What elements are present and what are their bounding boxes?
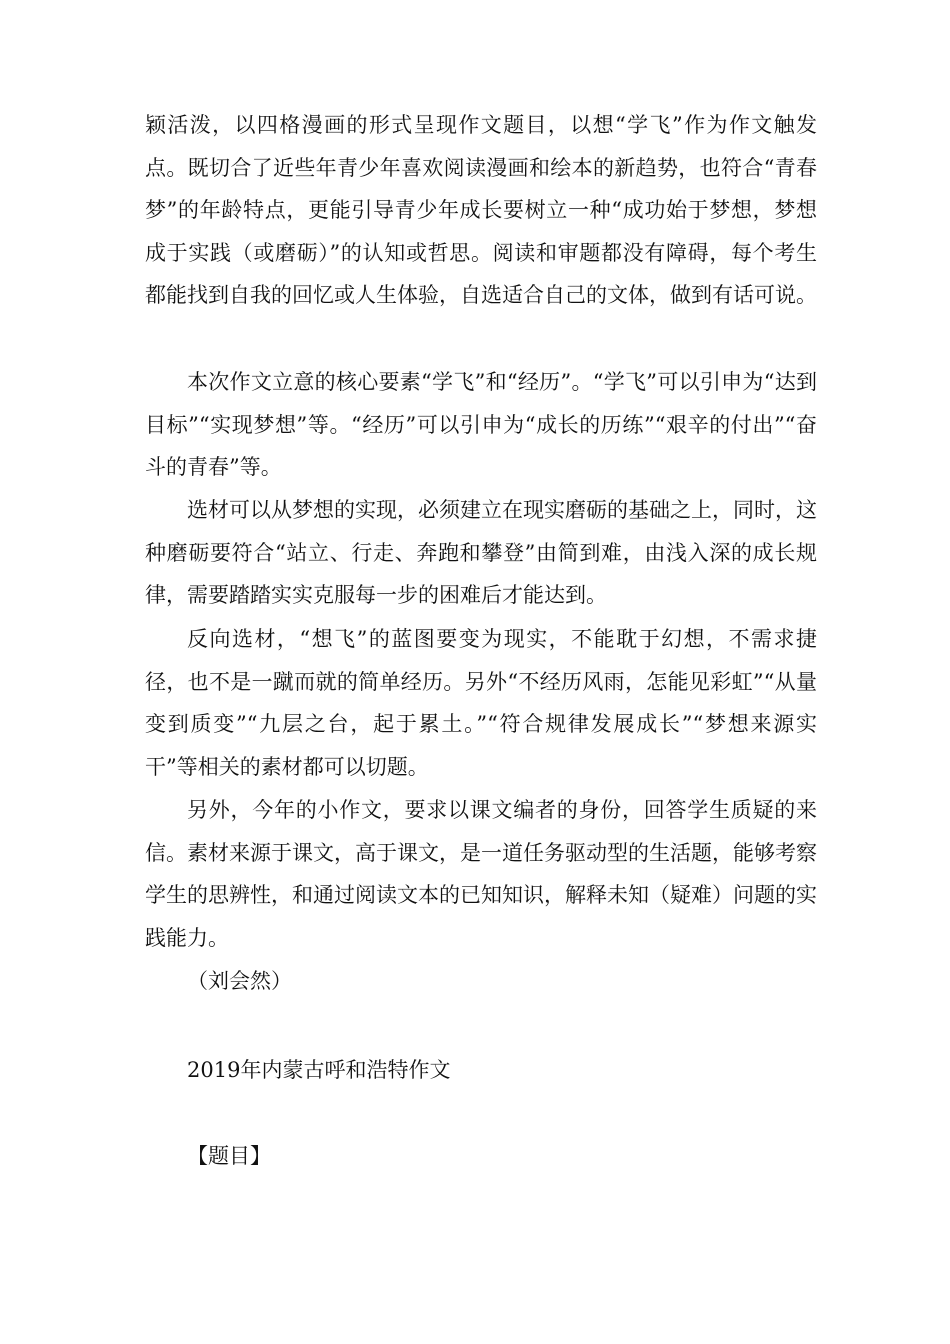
section-title: 2019年内蒙古呼和浩特作文 <box>187 1058 451 1082</box>
paragraph-core-elements: 本次作文立意的核心要素“学飞”和“经历”。“学飞”可以引申为“达到目标”“实现梦想”等。“经历”可以引申为“成长的历练”“艰辛的付出”“奋斗的青春”等。 <box>145 370 817 479</box>
author-note: （刘会然） <box>187 969 292 993</box>
paragraph-small-essay: 另外，今年的小作文，要求以课文编者的身份，回答学生质疑的来信。素材来源于课文，高于课文，是一道任务驱动型的生活题，能够考察学生的思辨性，和通过阅读文本的已知知识，解释未知（疑难）问题的实践能力。 <box>145 798 817 950</box>
paragraph-intro-continuation: 颖活泼，以四格漫画的形式呈现作文题目，以想“学飞”作为作文触发点。既切合了近些年青少年喜欢阅读漫画和绘本的新趋势，也符合“青春梦”的年龄特点，更能引导青少年成长要树立一种“成功始于梦想，梦想成于实践（或磨砺）”的认知或哲思。阅读和审题都没有障碍，每个考生都能找到自我的回忆或人生体验，自选适合自己的文体，做到有话可说。 <box>145 113 817 307</box>
paragraph-reverse-selection: 反向选材，“想飞”的蓝图要变为现实，不能耽于幻想，不需求捷径，也不是一蹴而就的简单经历。另外“不经历风雨，怎能见彩虹”“从量变到质变”“九层之台，起于累土。”“符合规律发展成长”“梦想来源实干”等相关的素材都可以切题。 <box>145 627 817 779</box>
subheading-topic: 【题目】 <box>187 1144 271 1168</box>
paragraph-material-selection: 选材可以从梦想的实现，必须建立在现实磨砺的基础之上，同时，这种磨砺要符合“站立、行走、奔跑和攀登”由简到难，由浅入深的成长规律，需要踏踏实实克服每一步的困难后才能达到。 <box>145 498 817 607</box>
